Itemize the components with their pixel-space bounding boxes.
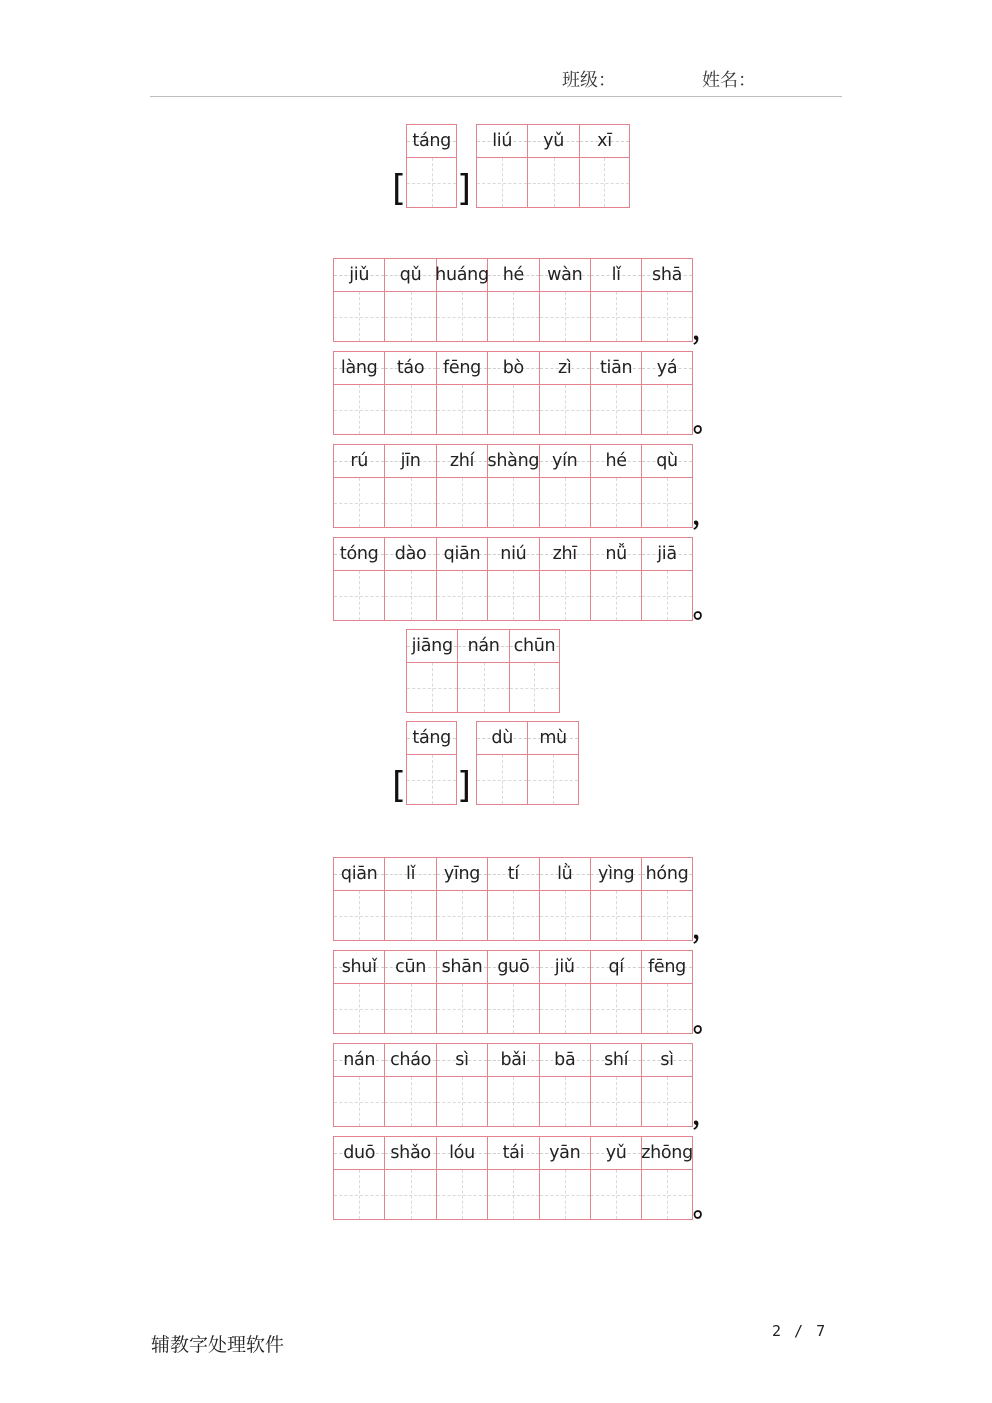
writing-box xyxy=(334,891,384,940)
writing-box xyxy=(591,292,641,341)
writing-box xyxy=(477,755,527,804)
writing-box xyxy=(385,478,435,527)
pinyin: dào xyxy=(394,544,427,564)
writing-box xyxy=(591,891,641,940)
char-cell xyxy=(641,950,692,1034)
pinyin: qiān xyxy=(443,544,481,564)
char-cell xyxy=(406,721,457,805)
pinyin: shuǐ xyxy=(341,957,377,977)
pinyin: bò xyxy=(502,358,524,378)
pinyin: mù xyxy=(539,728,567,748)
char-cell xyxy=(590,444,641,528)
char-cell xyxy=(590,1136,641,1220)
pinyin: sì xyxy=(660,1050,674,1070)
char-cell xyxy=(384,950,435,1034)
pinyin: qǔ xyxy=(399,265,422,285)
char-cell xyxy=(590,537,641,621)
char-cell xyxy=(384,1043,435,1127)
writing-box xyxy=(580,158,629,207)
writing-box xyxy=(334,1077,384,1126)
writing-box xyxy=(642,1077,691,1126)
char-cell xyxy=(641,1136,692,1220)
comma-mark: ， xyxy=(692,1101,719,1131)
writing-box xyxy=(385,385,435,434)
pinyin: tí xyxy=(507,864,519,884)
pinyin: huáng xyxy=(435,265,489,285)
dynasty-bracket-open: [ xyxy=(392,168,407,209)
char-cell xyxy=(436,1136,487,1220)
pinyin: yín xyxy=(552,451,578,471)
char-cell xyxy=(487,950,538,1034)
char-cell xyxy=(590,950,641,1034)
writing-box xyxy=(458,663,508,712)
writing-box xyxy=(385,1170,435,1219)
writing-box xyxy=(334,984,384,1033)
writing-box xyxy=(528,158,578,207)
char-cell xyxy=(436,537,487,621)
pinyin: táng xyxy=(412,131,451,151)
char-cell xyxy=(333,857,384,941)
writing-box xyxy=(437,478,487,527)
pinyin: cháo xyxy=(390,1050,432,1070)
char-cell xyxy=(641,1043,692,1127)
writing-box xyxy=(540,1170,590,1219)
pinyin: hóng xyxy=(645,864,689,884)
pinyin: wàn xyxy=(547,265,583,285)
writing-box xyxy=(385,984,435,1033)
dynasty-bracket-close: ] xyxy=(457,765,472,806)
writing-box xyxy=(488,1077,538,1126)
pinyin: zhōng xyxy=(641,1143,693,1163)
char-cell xyxy=(509,629,560,713)
pinyin: dù xyxy=(491,728,513,748)
writing-box xyxy=(591,1077,641,1126)
writing-box xyxy=(540,1077,590,1126)
writing-box xyxy=(540,385,590,434)
pinyin: jiā xyxy=(657,544,677,564)
pinyin: lǐ xyxy=(406,864,416,884)
class-label: 班级： xyxy=(562,70,616,91)
char-cell xyxy=(487,258,538,342)
writing-box xyxy=(477,158,527,207)
writing-box xyxy=(591,571,641,620)
writing-box xyxy=(488,984,538,1033)
period-mark: 。 xyxy=(693,408,720,438)
poem1-line-2 xyxy=(333,351,693,435)
pinyin: shàng xyxy=(487,451,540,471)
period-mark: 。 xyxy=(693,1008,720,1038)
pinyin: zhī xyxy=(552,544,577,564)
char-cell xyxy=(539,351,590,435)
char-cell xyxy=(333,1043,384,1127)
pinyin: qiān xyxy=(340,864,378,884)
char-cell xyxy=(384,351,435,435)
writing-box xyxy=(540,292,590,341)
writing-box xyxy=(591,1170,641,1219)
pinyin: jiǔ xyxy=(554,957,575,977)
period-mark: 。 xyxy=(693,594,720,624)
poem1-line-3 xyxy=(333,444,693,528)
pinyin: liú xyxy=(492,131,513,151)
poem1-line-1 xyxy=(333,258,693,342)
writing-box xyxy=(407,158,456,207)
comma-mark: ， xyxy=(692,501,719,531)
char-cell xyxy=(406,629,457,713)
pinyin: lóu xyxy=(449,1143,475,1163)
char-cell xyxy=(539,950,590,1034)
pinyin: táng xyxy=(412,728,451,748)
poem1-line-4 xyxy=(333,537,693,621)
poem1-author xyxy=(476,124,630,208)
char-cell xyxy=(333,950,384,1034)
writing-box xyxy=(334,1170,384,1219)
writing-box xyxy=(385,1077,435,1126)
writing-box xyxy=(540,571,590,620)
writing-box xyxy=(334,478,384,527)
poem2-line-2 xyxy=(333,950,693,1034)
writing-box xyxy=(528,755,577,804)
writing-box xyxy=(437,1077,487,1126)
writing-box xyxy=(334,292,384,341)
pinyin: yìng xyxy=(598,864,635,884)
char-cell xyxy=(539,537,590,621)
poem2-dynasty xyxy=(406,721,457,805)
char-cell xyxy=(436,1043,487,1127)
pinyin: bǎi xyxy=(500,1050,527,1070)
char-cell xyxy=(487,351,538,435)
writing-box xyxy=(437,984,487,1033)
pinyin: lǐ xyxy=(611,265,621,285)
char-cell xyxy=(436,258,487,342)
pinyin: cūn xyxy=(395,957,427,977)
writing-box xyxy=(334,385,384,434)
pinyin: lǜ xyxy=(557,864,573,884)
pinyin: zì xyxy=(558,358,572,378)
pinyin: xī xyxy=(597,131,612,151)
pinyin: qù xyxy=(656,451,678,471)
pinyin: làng xyxy=(340,358,378,378)
pinyin: fēng xyxy=(443,358,481,378)
char-cell xyxy=(590,857,641,941)
char-cell xyxy=(333,1136,384,1220)
pinyin: shí xyxy=(604,1050,629,1070)
writing-box xyxy=(385,292,435,341)
char-cell xyxy=(333,351,384,435)
pinyin: guō xyxy=(497,957,530,977)
pinyin: táo xyxy=(396,358,425,378)
pinyin: jiāng xyxy=(411,636,453,656)
char-cell xyxy=(333,537,384,621)
pinyin: tái xyxy=(502,1143,525,1163)
char-cell xyxy=(384,1136,435,1220)
writing-box xyxy=(488,385,538,434)
writing-box xyxy=(642,891,691,940)
char-cell xyxy=(457,629,508,713)
writing-box xyxy=(540,891,590,940)
char-cell xyxy=(436,351,487,435)
pinyin: shā xyxy=(652,265,683,285)
char-cell xyxy=(436,950,487,1034)
poem2-line-1 xyxy=(333,857,693,941)
pinyin: niú xyxy=(500,544,527,564)
software-name: 辅教字处理软件 xyxy=(151,1334,285,1356)
pinyin: bā xyxy=(554,1050,576,1070)
poem1-dynasty xyxy=(406,124,457,208)
writing-box xyxy=(642,478,691,527)
writing-box xyxy=(334,571,384,620)
poem2-author xyxy=(476,721,579,805)
writing-box xyxy=(591,478,641,527)
comma-mark: ， xyxy=(692,316,719,346)
poem2-line-4 xyxy=(333,1136,693,1220)
char-cell xyxy=(384,537,435,621)
poem2-name xyxy=(406,629,560,713)
writing-box xyxy=(642,292,691,341)
char-cell xyxy=(487,1043,538,1127)
pinyin: chūn xyxy=(513,636,556,656)
char-cell xyxy=(527,124,578,208)
char-cell xyxy=(641,351,692,435)
pinyin: nǚ xyxy=(605,544,627,564)
char-cell xyxy=(539,444,590,528)
writing-box xyxy=(642,385,691,434)
writing-box xyxy=(642,984,691,1033)
writing-box xyxy=(437,571,487,620)
pinyin: yīng xyxy=(443,864,481,884)
char-cell xyxy=(590,351,641,435)
writing-box xyxy=(488,478,538,527)
char-cell xyxy=(384,258,435,342)
writing-box xyxy=(510,663,559,712)
pinyin: fēng xyxy=(648,957,686,977)
pinyin: duō xyxy=(343,1143,376,1163)
pinyin: sì xyxy=(455,1050,469,1070)
pinyin: yǔ xyxy=(543,131,565,151)
dynasty-bracket-close: ] xyxy=(457,168,472,209)
pinyin: yá xyxy=(656,358,678,378)
pinyin: jīn xyxy=(400,451,421,471)
char-cell xyxy=(539,258,590,342)
char-cell xyxy=(476,721,527,805)
writing-box xyxy=(385,571,435,620)
char-cell xyxy=(476,124,527,208)
writing-box xyxy=(407,663,457,712)
char-cell xyxy=(641,857,692,941)
char-cell xyxy=(333,444,384,528)
char-cell xyxy=(384,857,435,941)
char-cell xyxy=(641,258,692,342)
char-cell xyxy=(579,124,630,208)
name-label: 姓名： xyxy=(702,70,756,91)
writing-box xyxy=(488,891,538,940)
dynasty-bracket-open: [ xyxy=(392,765,407,806)
writing-box xyxy=(488,571,538,620)
pinyin: yǔ xyxy=(605,1143,627,1163)
writing-box xyxy=(407,755,456,804)
pinyin: tiān xyxy=(599,358,633,378)
char-cell xyxy=(539,1043,590,1127)
char-cell xyxy=(487,444,538,528)
pinyin: shān xyxy=(441,957,483,977)
char-cell xyxy=(384,444,435,528)
char-cell xyxy=(539,857,590,941)
writing-box xyxy=(385,891,435,940)
pinyin: qí xyxy=(608,957,624,977)
writing-box xyxy=(591,984,641,1033)
pinyin: nán xyxy=(343,1050,376,1070)
char-cell xyxy=(487,537,538,621)
header-divider xyxy=(150,96,842,97)
poem2-line-3 xyxy=(333,1043,693,1127)
char-cell xyxy=(641,537,692,621)
writing-box xyxy=(437,385,487,434)
char-cell xyxy=(641,444,692,528)
page-number: 2 / 7 xyxy=(772,1322,828,1340)
pinyin: zhí xyxy=(449,451,475,471)
pinyin: hé xyxy=(502,265,524,285)
char-cell xyxy=(436,444,487,528)
period-mark: 。 xyxy=(693,1193,720,1223)
char-cell xyxy=(436,857,487,941)
pinyin: rú xyxy=(350,451,369,471)
writing-box xyxy=(488,1170,538,1219)
char-cell xyxy=(527,721,578,805)
char-cell xyxy=(539,1136,590,1220)
char-cell xyxy=(406,124,457,208)
writing-box xyxy=(591,385,641,434)
pinyin: hé xyxy=(605,451,627,471)
pinyin: nán xyxy=(467,636,500,656)
char-cell xyxy=(333,258,384,342)
pinyin: tóng xyxy=(339,544,379,564)
pinyin: shǎo xyxy=(390,1143,431,1163)
writing-box xyxy=(642,1170,691,1219)
writing-box xyxy=(540,984,590,1033)
writing-box xyxy=(488,292,538,341)
writing-box xyxy=(642,571,691,620)
writing-box xyxy=(437,891,487,940)
writing-box xyxy=(540,478,590,527)
comma-mark: ， xyxy=(692,915,719,945)
writing-box xyxy=(437,1170,487,1219)
char-cell xyxy=(590,1043,641,1127)
char-cell xyxy=(590,258,641,342)
pinyin: jiǔ xyxy=(349,265,370,285)
writing-box xyxy=(437,292,487,341)
char-cell xyxy=(487,857,538,941)
pinyin: yān xyxy=(549,1143,581,1163)
char-cell xyxy=(487,1136,538,1220)
